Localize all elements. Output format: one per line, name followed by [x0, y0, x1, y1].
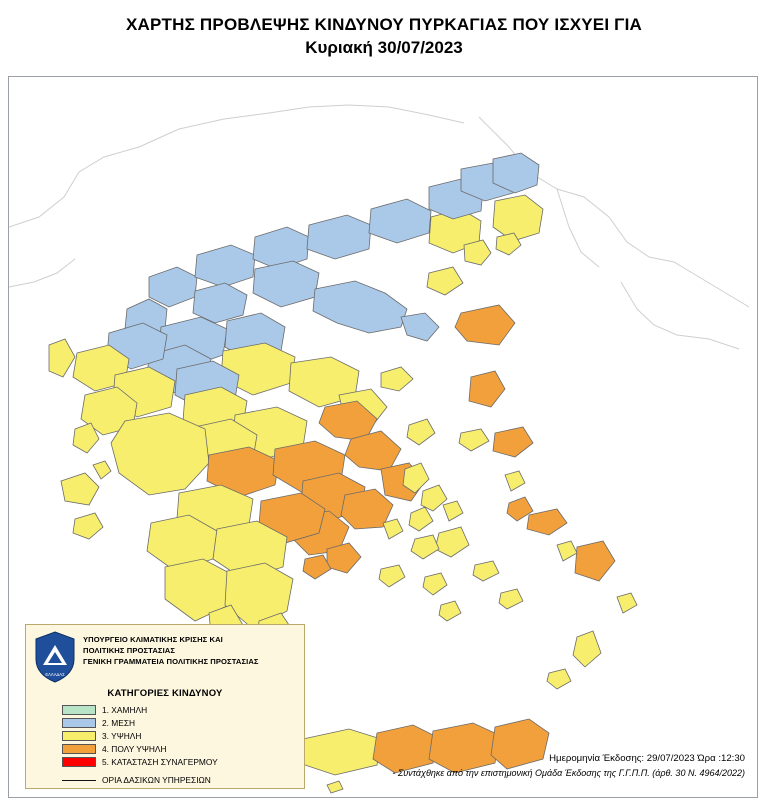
region-kea — [383, 519, 403, 539]
region-astypalaia — [499, 589, 523, 609]
civil-protection-emblem-icon — [34, 631, 76, 683]
legend-header — [34, 631, 296, 683]
legend-box — [25, 624, 305, 789]
region-syros — [409, 507, 433, 531]
ministry-line-3: ΓΕΝΙΚΗ ΓΡΑΜΜΑΤΕΙΑ ΠΟΛΙΤΙΚΗΣ ΠΡΟΣΤΑΣΙΑΣ — [83, 657, 259, 666]
region-rodos — [575, 541, 615, 581]
page-title — [0, 0, 768, 60]
ministry-line-2: ΠΟΛΙΤΙΚΗΣ ΠΡΟΣΤΑΣΙΑΣ — [83, 646, 176, 655]
legend-swatch-low — [62, 705, 96, 715]
region-patmos — [505, 471, 525, 491]
issue-date-line: Ημερομηνία Έκδοσης: 29/07/2023 Ώρα :12:30 — [549, 753, 745, 764]
region-florina — [149, 267, 197, 307]
region-sporades — [381, 367, 413, 391]
legend-label-3: 3. ΥΨΗΛΗ — [102, 730, 142, 741]
region-zakynthos — [73, 513, 103, 539]
legend-boundary-label: ΟΡΙΑ ΔΑΣΙΚΩΝ ΥΠΗΡΕΣΙΩΝ — [102, 775, 211, 785]
region-limnos — [427, 267, 463, 295]
legend-swatch-alarm — [62, 757, 96, 767]
footer-info — [392, 751, 745, 781]
region-santorini — [439, 601, 461, 621]
risk-legend-list — [34, 703, 296, 768]
legend-swatch-high — [62, 731, 96, 741]
region-karpathos — [573, 631, 601, 667]
region-amorgos — [473, 561, 499, 581]
map-frame — [8, 76, 758, 798]
legend-item-5 — [62, 755, 296, 768]
ministry-line-1: ΥΠΟΥΡΓΕΙΟ ΚΛΙΜΑΤΙΚΗΣ ΚΡΙΣΗΣ ΚΑΙ — [83, 635, 223, 644]
issue-note-line: - Συντάχθηκε από την επιστημονική Ομάδα Έκδοσης της Γ.Γ.Π.Π. (άρθ. 30 Ν. 4964/2022) — [392, 768, 745, 778]
region-thessaloniki — [253, 261, 319, 307]
legend-label-2: 2. ΜΕΣΗ — [102, 717, 136, 728]
legend-item-1 — [62, 703, 296, 716]
region-aitoloakarnania — [111, 413, 209, 495]
region-drama — [369, 199, 431, 243]
region-saronic-islands — [327, 543, 361, 573]
region-mykonos — [443, 501, 463, 521]
boundary-line-icon — [62, 780, 96, 781]
region-chalki — [617, 593, 637, 613]
region-serres — [307, 215, 371, 259]
region-ithaki — [93, 461, 111, 479]
legend-label-1: 1. ΧΑΜΗΛΗ — [102, 704, 148, 715]
region-ios — [423, 573, 447, 595]
legend-swatch-medium — [62, 718, 96, 728]
region-ikaria — [459, 429, 489, 451]
legend-label-4: 4. ΠΟΛΥ ΥΨΗΛΗ — [102, 743, 167, 754]
region-kerkyra — [49, 339, 75, 377]
title-line-2: Κυριακή 30/07/2023 — [305, 38, 463, 57]
region-athos — [401, 313, 439, 341]
region-chios — [469, 371, 505, 407]
risk-categories-title: ΚΑΤΗΓΟΡΙΕΣ ΚΙΝΔΥΝΟΥ — [107, 688, 223, 699]
region-naxos — [435, 527, 469, 557]
legend-boundary-row — [34, 775, 296, 785]
region-evros-south — [493, 195, 543, 241]
region-kilkis — [253, 227, 309, 269]
region-lesvos — [455, 305, 515, 345]
region-paros — [411, 535, 439, 559]
legend-label-5: 5. ΚΑΤΑΣΤΑΣΗ ΣΥΝΑΓΕΡΜΟΥ — [102, 756, 218, 767]
region-samos — [493, 427, 533, 457]
title-line-1: ΧΑΡΤΗΣ ΠΡΟΒΛΕΨΗΣ ΚΙΝΔΥΝΟΥ ΠΥΡΚΑΓΙΑΣ ΠΟΥ ΙΣΧΥΕΙ ΓΙΑ — [125, 15, 642, 34]
region-kefalonia — [61, 473, 99, 505]
region-kasos — [547, 669, 571, 689]
region-chania — [299, 729, 381, 775]
region-milos — [379, 565, 405, 587]
region-thasos — [464, 240, 491, 265]
region-kos — [527, 509, 567, 535]
legend-item-4 — [62, 742, 296, 755]
region-symi — [557, 541, 577, 561]
region-chalkidiki — [313, 281, 407, 333]
legend-item-2 — [62, 716, 296, 729]
legend-item-3 — [62, 729, 296, 742]
region-gavdos — [327, 781, 343, 793]
region-pella — [195, 245, 255, 287]
svg-text:ΕΛΛΑΔΑΣ: ΕΛΛΑΔΑΣ — [45, 672, 65, 677]
legend-swatch-very-high — [62, 744, 96, 754]
ministry-title — [83, 631, 259, 667]
region-skyros — [407, 419, 435, 445]
